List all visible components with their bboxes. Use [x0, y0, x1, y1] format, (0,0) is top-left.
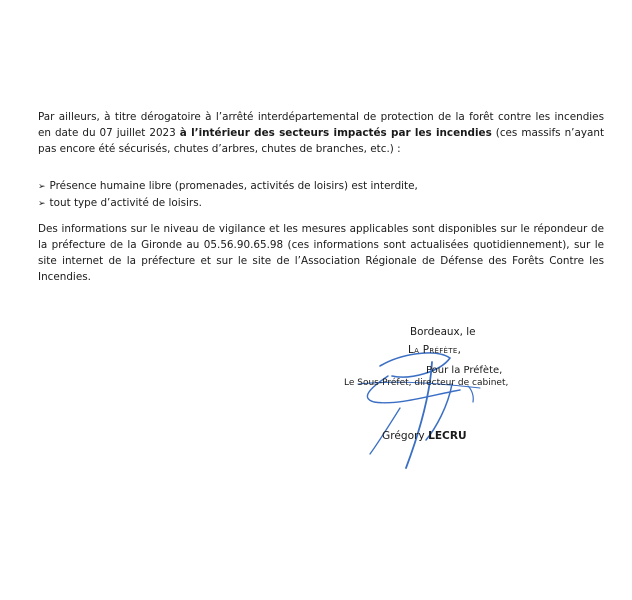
list-item-text: Présence humaine libre (promenades, activités de loisirs) est interdite, — [49, 180, 418, 192]
signatory-first-name: Grégory — [382, 430, 425, 442]
paragraph-derogation — [38, 109, 604, 157]
signatory-name — [382, 430, 467, 442]
signature-title: La Préfète, — [408, 344, 462, 356]
signature-place: Bordeaux, le — [410, 326, 476, 338]
list-item — [38, 178, 604, 195]
list-item — [38, 195, 604, 212]
signature-role: Le Sous-Préfet, directeur de cabinet, — [344, 378, 509, 388]
paragraph-derogation-bold: à l’intérieur des secteurs impactés par les incendies — [179, 127, 492, 139]
paragraph-derogation-end: (ces massifs n’ayant pas encore été sécurisés, chutes d’arbres, chutes de branches, etc.) : — [38, 127, 605, 155]
prohibition-list — [38, 178, 604, 212]
paragraph-derogation-start: Par ailleurs, à titre dérogatoire à l’arrêté interdépartemental de protection de la forêt contre les incendies en date du 07 juillet 2023 — [38, 111, 604, 139]
signature-delegation: Pour la Préfète, — [426, 365, 503, 376]
handwritten-signature — [340, 336, 503, 486]
arrow-bullet-icon: ➢ — [38, 182, 46, 192]
paragraph-information: Des informations sur le niveau de vigilance et les mesures applicables sont disponibles sur le répondeur de la préfecture de la Gironde au 05.56.90.65.98 (ces informations sont actualisées quotidiennement), sur le site internet de la préfecture et sur le site de l’Association Régionale de Défense des Forêts Contre les Incendies. — [38, 223, 604, 283]
signatory-last-name: LECRU — [428, 430, 467, 442]
list-item-text: tout type d’activité de loisirs. — [49, 197, 202, 209]
arrow-bullet-icon: ➢ — [38, 199, 46, 209]
